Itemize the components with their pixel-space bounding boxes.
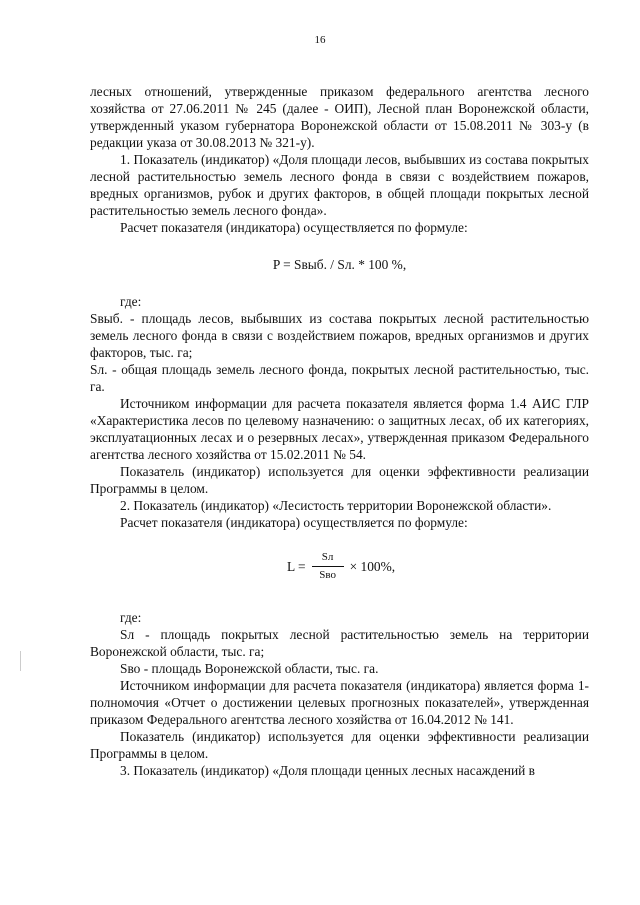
paragraph-indicator-2: 2. Показатель (индикатор) «Лесистость территории Воронежской области». [120,498,552,513]
formula-2-lhs: L = [287,559,306,574]
paragraph-indicator-1: 1. Показатель (индикатор) «Доля площади лесов, выбывших из состава покрытых лесной растительностью земель лесного фонда в связи с воздействием пожаров, вредных организмов, рубок и других факторов, в общей площади покрытых лесной растительностью земель лесного фонда». [90,152,589,218]
paragraph-formula-intro-1: Расчет показателя (индикатора) осуществляется по формуле: [120,220,468,235]
definition-s-vyb: Sвыб. - площадь лесов, выбывших из состава покрытых лесной растительностью земель лесного фонда в связи с воздействием пожаров, вредных организмов и других факторов, тыс. га; [90,311,589,360]
formula-2-denominator: Sво [319,569,336,581]
paragraph-usage-2: Показатель (индикатор) используется для оценки эффективности реализации Программы в целом. [90,729,589,761]
paragraph-indicator-3: 3. Показатель (индикатор) «Доля площади ценных лесных насаждений в [120,763,535,778]
paragraph-continuation: лесных отношений, утвержденные приказом федерального агентства лесного хозяйства от 27.06.2011 № 245 (далее - ОИП), Лесной план Воронежской области, утвержденный указом губернатора Воронежской области от 15.08.2011 № 303-у (в редакции указа от 30.08.2013 № 321-у). [90,84,589,150]
formula-2-rhs: × 100%, [349,559,396,574]
formula-1: P = Sвыб. / Sл. * 100 %, [272,257,407,272]
paragraph-source-1: Источником информации для расчета показателя является форма 1.4 АИС ГЛР «Характеристика лесов по целевому назначению: о защитных лесах, об их категориях, эксплуатационных лесах и о резервных лесах», утвержденная приказом Федерального агентства лесного хозяйства от 15.02.2011 № 54. [90,396,589,462]
document-body [90,83,589,779]
paragraph-where-2: где: [120,610,142,625]
margin-mark [20,651,21,671]
formula-2 [90,541,589,601]
paragraph-where-1: где: [120,294,142,309]
formula-2-fraction [312,551,344,582]
paragraph-usage-1: Показатель (индикатор) используется для оценки эффективности реализации Программы в целом. [90,464,589,496]
formula-2-numerator: Sл [321,551,334,563]
paragraph-source-2: Источником информации для расчета показателя (индикатора) является форма 1-полномочия «Отчет о достижении целевых прогнозных показателей», утвержденная приказом Федерального агентства лесного хозяйства от 16.04.2012 № 141. [90,678,589,727]
page-number: 16 [314,34,326,46]
paragraph-formula-intro-2: Расчет показателя (индикатора) осуществляется по формуле: [120,515,468,530]
definition-s-l-2: Sл - площадь покрытых лесной растительностью земель на территории Воронежской области, тыс. га; [90,627,589,659]
definition-s-vo: Sво - площадь Воронежской области, тыс. га. [120,661,379,676]
definition-s-l: Sл. - общая площадь земель лесного фонда, покрытых лесной растительностью, тыс. га. [90,362,589,394]
